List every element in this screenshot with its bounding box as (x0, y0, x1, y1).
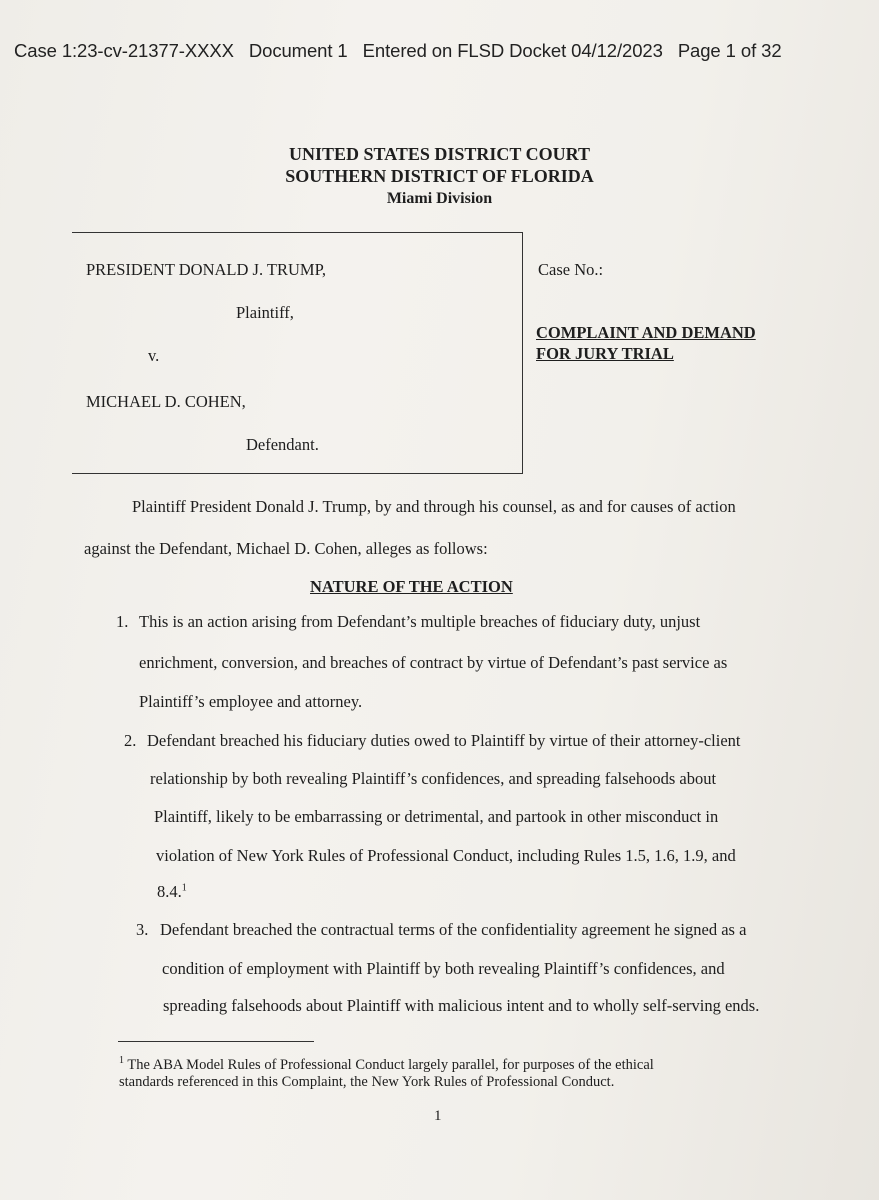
defendant-name: MICHAEL D. COHEN, (86, 392, 246, 411)
footnote-separator (118, 1041, 314, 1042)
footnote-marker: 1 (119, 1055, 124, 1067)
complaint-title-line1: COMPLAINT AND DEMAND (536, 323, 756, 342)
footnote-reference: 1 (181, 882, 187, 894)
page-number: 1 (434, 1108, 442, 1124)
paragraph-2-line-5: 8.4.$^1$ (157, 882, 187, 901)
case-number-label: Case No.: (538, 260, 604, 279)
footnote-line-1: $^1$ The ABA Model Rules of Professional Conduct largely parallel, for purposes of the ethical (119, 1055, 654, 1073)
docket-entry: Entered on FLSD Docket 04/12/2023 (362, 40, 663, 61)
defendant-role: Defendant. (246, 435, 319, 454)
document-number: Document 1 (248, 40, 348, 61)
court-division: Miami Division (386, 190, 493, 207)
paragraph-1-line-1: This is an action arising from Defendant’s multiple breaches of fiduciary duty, unjust (139, 612, 701, 631)
court-district: SOUTHERN DISTRICT OF FLORIDA (285, 166, 594, 186)
paragraph-2-line-2: relationship by both revealing Plaintiff’s confidences, and spreading falsehoods about (150, 769, 717, 788)
footnote-line-2: standards referenced in this Complaint, the New York Rules of Professional Conduct. (119, 1074, 615, 1090)
paragraph-1-line-2: enrichment, conversion, and breaches of contract by virtue of Defendant’s past service as (139, 653, 728, 672)
paragraph-2-line-1: Defendant breached his fiduciary duties owed to Plaintiff by virtue of their attorney-client (147, 731, 741, 750)
page-count: Page 1 of 32 (677, 40, 782, 61)
versus: v. (148, 346, 160, 365)
plaintiff-name: PRESIDENT DONALD J. TRUMP, (86, 260, 327, 279)
docket-header (14, 40, 874, 62)
intro-line-2: against the Defendant, Michael D. Cohen, alleges as follows: (84, 539, 488, 558)
paragraph-2-line-4: violation of New York Rules of Professional Conduct, including Rules 1.5, 1.6, 1.9, and (156, 846, 736, 865)
complaint-title-line2: FOR JURY TRIAL (536, 344, 674, 363)
paragraph-3-line-2: condition of employment with Plaintiff by both revealing Plaintiff’s confidences, and (162, 959, 725, 978)
plaintiff-role: Plaintiff, (236, 303, 294, 322)
paragraph-3-line-3: spreading falsehoods about Plaintiff with malicious intent and to wholly self-serving ends. (163, 996, 760, 1015)
intro-line-1: Plaintiff President Donald J. Trump, by and through his counsel, as and for causes of action (132, 497, 736, 516)
paragraph-3-line-1: Defendant breached the contractual terms of the confidentiality agreement he signed as a (160, 920, 747, 939)
paragraph-number: 2. (124, 731, 137, 750)
paragraph-number: 1. (116, 612, 129, 631)
paragraph-2-line-3: Plaintiff, likely to be embarrassing or detrimental, and partook in other misconduct in (154, 807, 719, 826)
case-number: Case 1:23-cv-21377-XXXX (14, 40, 234, 61)
paragraph-number: 3. (136, 920, 149, 939)
paragraph-1-line-3: Plaintiff’s employee and attorney. (139, 692, 363, 711)
section-heading: NATURE OF THE ACTION (310, 577, 513, 596)
court-name: UNITED STATES DISTRICT COURT (289, 144, 590, 164)
